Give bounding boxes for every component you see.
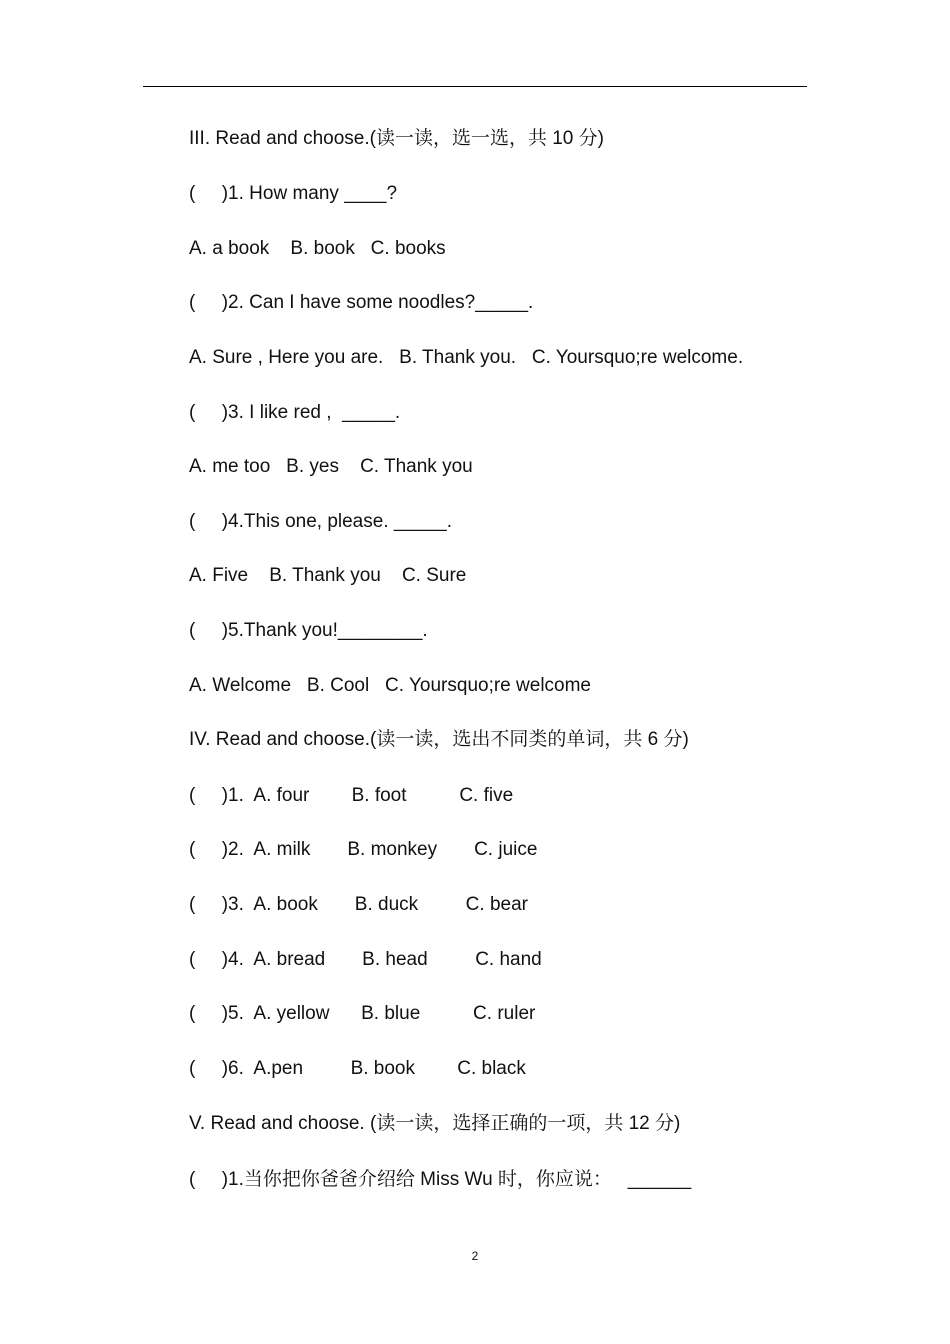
section-5-question-1: ( )1.当你把你爸爸介绍给 Miss Wu 时，你应说： ______ — [189, 1169, 692, 1190]
section-3-question-2-options: A. Sure , Here you are. B. Thank you. C. Yoursquo;re welcome. — [189, 347, 744, 368]
section-3-question-5: ( )5.Thank you!________. — [189, 620, 428, 641]
section-5-heading: V. Read and choose. (读一读，选择正确的一项，共 12 分) — [189, 1113, 681, 1134]
section-3-question-5-options: A. Welcome B. Cool C. Yoursquo;re welcome — [189, 675, 591, 696]
section-3-question-1: ( )1. How many ____? — [189, 183, 398, 204]
section-4-question-5: ( )5. A. yellow B. blue C. ruler — [189, 1003, 536, 1024]
section-4-question-3: ( )3. A. book B. duck C. bear — [189, 894, 528, 915]
section-3-question-4-options: A. Five B. Thank you C. Sure — [189, 565, 467, 586]
header-rule — [143, 86, 807, 87]
section-4-question-6: ( )6. A.pen B. book C. black — [189, 1058, 526, 1079]
section-3-question-1-options: A. a book B. book C. books — [189, 238, 446, 259]
section-3-question-3-options: A. me too B. yes C. Thank you — [189, 456, 473, 477]
section-4-heading: IV. Read and choose.(读一读，选出不同类的单词，共 6 分) — [189, 729, 689, 750]
section-3-heading: III. Read and choose.(读一读，选一选，共 10 分) — [189, 128, 604, 149]
section-4-question-1: ( )1. A. four B. foot C. five — [189, 785, 514, 806]
section-4-question-4: ( )4. A. bread B. head C. hand — [189, 949, 542, 970]
section-3-question-2: ( )2. Can I have some noodles?_____. — [189, 292, 534, 313]
page-number: 2 — [471, 1249, 479, 1263]
section-3-question-4: ( )4.This one, please. _____. — [189, 511, 452, 532]
section-3-question-3: ( )3. I like red , _____. — [189, 402, 401, 423]
section-4-question-2: ( )2. A. milk B. monkey C. juice — [189, 839, 538, 860]
